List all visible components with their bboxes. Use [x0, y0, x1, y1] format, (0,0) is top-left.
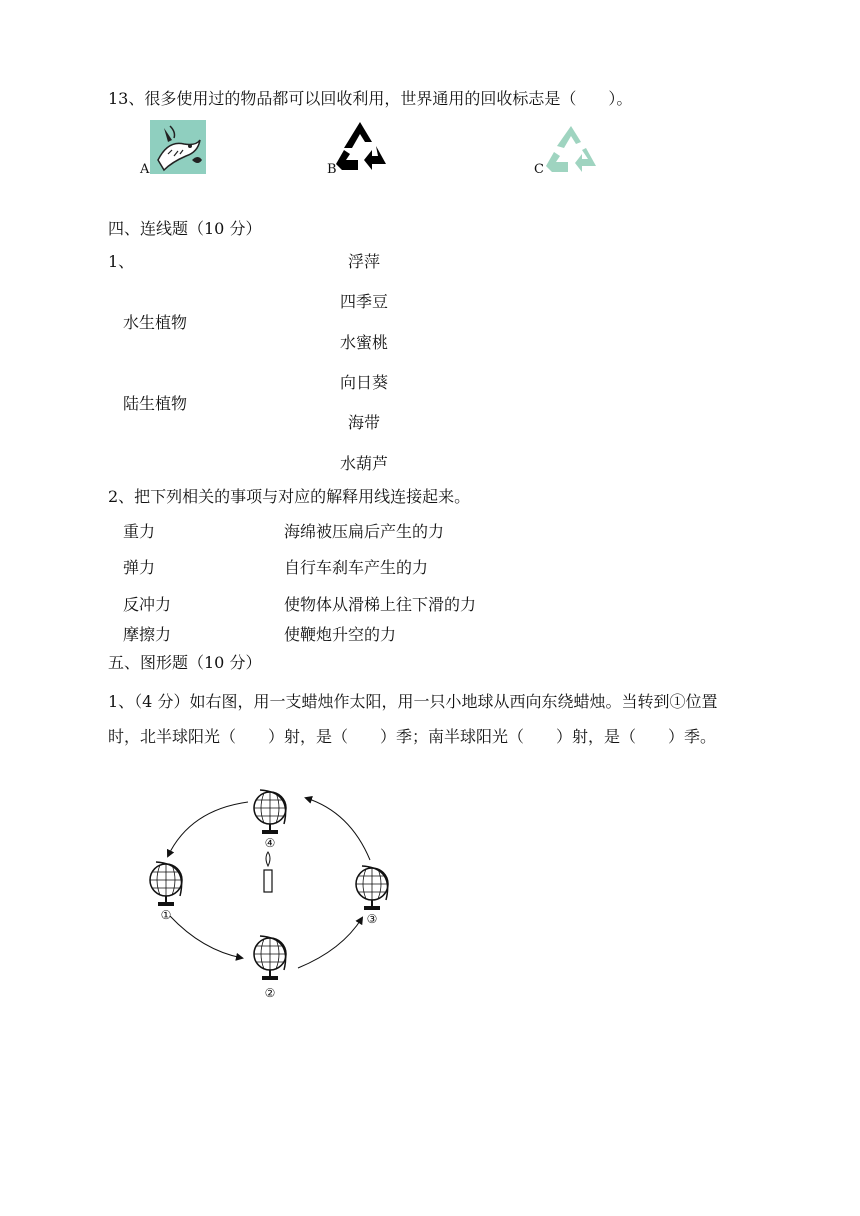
globe-icon [254, 790, 286, 834]
position-label-1: ① [160, 908, 172, 922]
s5-q1-line1: 1、（4 分）如右图，用一支蜡烛作太阳，用一只小地球从西向东绕蜡烛。当转到①位置 [108, 692, 718, 711]
fish-logo-icon [150, 120, 206, 174]
q2-right-2: 自行车刹车产生的力 [284, 558, 429, 577]
green-recycle-icon [542, 122, 600, 176]
globe-icon [150, 862, 182, 906]
q1-number: 1、 [108, 252, 135, 271]
option-b-letter: B [327, 162, 337, 177]
black-recycle-icon [332, 118, 388, 174]
globe-icon [356, 866, 388, 910]
position-label-4: ④ [264, 836, 276, 850]
candle-icon [264, 852, 272, 892]
orbit-arrow-4-to-1 [168, 802, 248, 856]
right-item-3: 水蜜桃 [340, 333, 389, 352]
right-item-1: 浮萍 [348, 252, 381, 271]
option-c-letter: C [534, 162, 544, 177]
position-label-2: ② [264, 986, 276, 1000]
orbit-arrow-1-to-2 [170, 916, 242, 958]
question-13-text: 13、很多使用过的物品都可以回收利用，世界通用的回收标志是（ ）。 [108, 89, 633, 108]
q2-right-3: 使物体从滑梯上往下滑的力 [284, 595, 477, 614]
orbit-arrow-2-to-3 [298, 918, 362, 968]
q2-text: 2、把下列相关的事项与对应的解释用线连接起来。 [108, 487, 471, 506]
left-item-terrestrial: 陆生植物 [123, 394, 188, 413]
globe-icon [254, 936, 286, 980]
option-a-letter: A [140, 162, 150, 177]
q2-left-3: 反冲力 [123, 595, 172, 614]
right-item-4: 向日葵 [340, 373, 389, 392]
orbit-diagram [130, 770, 420, 1010]
position-label-3: ③ [366, 912, 378, 926]
section-5-title: 五、图形题（10 分） [108, 653, 262, 672]
q2-left-4: 摩擦力 [123, 625, 172, 644]
left-item-aquatic: 水生植物 [123, 313, 188, 332]
q2-left-1: 重力 [123, 522, 156, 541]
right-item-6: 水葫芦 [340, 454, 389, 473]
section-4-title: 四、连线题（10 分） [108, 219, 262, 238]
orbit-arrow-3-to-4 [306, 798, 370, 860]
q2-left-2: 弹力 [123, 558, 156, 577]
q2-right-4: 使鞭炮升空的力 [284, 625, 397, 644]
q2-right-1: 海绵被压扁后产生的力 [284, 522, 445, 541]
s5-q1-line2: 时，北半球阳光（ ）射，是（ ）季；南半球阳光（ ）射，是（ ）季。 [108, 727, 717, 746]
right-item-2: 四季豆 [340, 292, 389, 311]
right-item-5: 海带 [348, 413, 381, 432]
